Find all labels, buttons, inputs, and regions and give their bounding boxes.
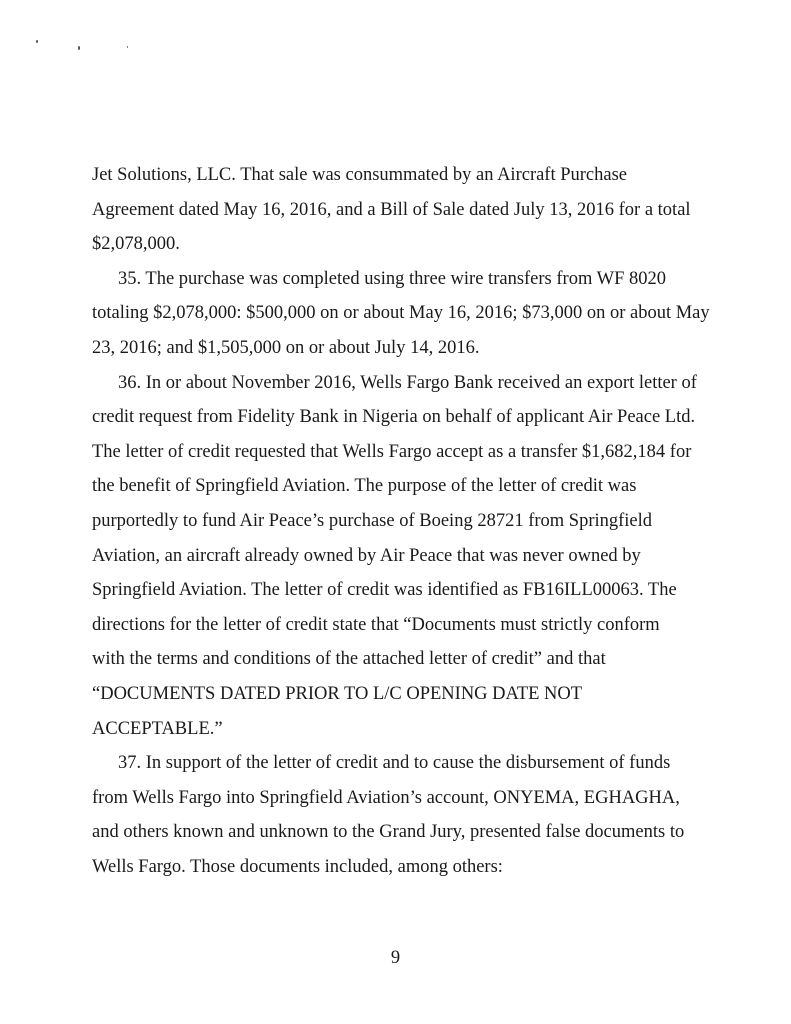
- text-line: “DOCUMENTS DATED PRIOR TO L/C OPENING DATE NOT: [92, 683, 583, 704]
- paragraph-35: [92, 262, 712, 366]
- text-line: Springfield Aviation. The letter of credit was identified as FB16ILL00063. The: [92, 580, 677, 601]
- text-line: directions for the letter of credit state that “Documents must strictly conform: [92, 614, 660, 635]
- text-line: and others known and unknown to the Grand Jury, presented false documents to: [92, 822, 685, 843]
- text-line: Aviation, an aircraft already owned by Air Peace that was never owned by: [92, 545, 641, 566]
- text-line: from Wells Fargo into Springfield Aviation’s account, ONYEMA, EGHAGHA,: [92, 787, 680, 808]
- text-line: Agreement dated May 16, 2016, and a Bill of Sale dated July 13, 2016 for a total: [92, 199, 691, 220]
- body-text: [92, 158, 712, 884]
- text-line: Jet Solutions, LLC. That sale was consummated by an Aircraft Purchase: [92, 165, 628, 185]
- scan-speck: [127, 46, 128, 48]
- scan-speck: [36, 40, 38, 43]
- text-line: 36. In or about November 2016, Wells Fargo Bank received an export letter of: [118, 372, 697, 393]
- text-line: Wells Fargo. Those documents included, among others:: [92, 856, 503, 877]
- text-line: credit request from Fidelity Bank in Nigeria on behalf of applicant Air Peace Ltd.: [92, 407, 696, 428]
- page-number: 9: [390, 948, 401, 968]
- text-line: 35. The purchase was completed using three wire transfers from WF 8020: [118, 268, 666, 289]
- text-line: with the terms and conditions of the attached letter of credit” and that: [92, 649, 606, 670]
- text-line: totaling $2,078,000: $500,000 on or about May 16, 2016; $73,000 on or about May: [92, 303, 710, 324]
- text-line: The letter of credit requested that Wells Fargo accept as a transfer $1,682,184 for: [92, 441, 692, 462]
- text-line: ACCEPTABLE.”: [92, 718, 223, 739]
- text-line: the benefit of Springfield Aviation. The purpose of the letter of credit was: [92, 476, 637, 497]
- paragraph-37: [92, 746, 712, 884]
- text-line: purportedly to fund Air Peace’s purchase of Boeing 28721 from Springfield: [92, 510, 653, 531]
- text-line: $2,078,000.: [92, 234, 180, 255]
- paragraph-continuation: [92, 158, 712, 262]
- paragraph-36: [92, 366, 712, 747]
- text-line: 23, 2016; and $1,505,000 on or about July 14, 2016.: [92, 337, 480, 358]
- scan-speck: [78, 46, 80, 50]
- text-line: 37. In support of the letter of credit and to cause the disbursement of funds: [118, 753, 671, 774]
